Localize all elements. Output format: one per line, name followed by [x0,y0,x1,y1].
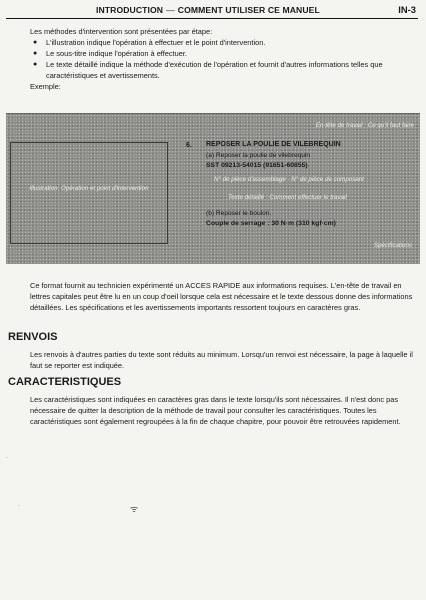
bullet-icon: ● [33,61,38,68]
torque-spec: Couple de serrage : 30 N·m (310 kgf·cm) [206,220,336,227]
step-title: REPOSER LA POULIE DE VILEBREQUIN [206,141,341,148]
header-title [96,5,320,15]
summary-text: Ce format fournit au technicien expérimenté un ACCES RAPIDE aux informations requises. L'en-tête de travail en lettres capitales peut être lu en un coup d'oeil lorsque cela est nécessaire et le texte dessous donne des informations détaillées. Les spécifications et les avertissements importants ressortent toujours en caractères gras. [30,281,413,312]
bullet-icon: ● [33,50,38,57]
scan-speck: · [18,503,20,509]
caracteristiques-text: Les caractéristiques sont indiquées en caractères gras dans le texte lorsqu'ils sont nécessaires. Il n'est donc pas nécessaire de quitter la description de la méthode de travail pour consulter les caractéristiques. Toutes les caractéristiques sont également regroupées à la fin de chaque chapitre, pour pouvoir être retrouvées rapidement. [30,395,401,426]
callout-part-numbers: N° de pièce d'assemblage · N° de pièce de composant [214,176,364,183]
illustration-caption: Illustration: Opération et point d'intervention [29,185,149,192]
step-substep-a: (a) Reposer la poulie de vilebrequin [206,152,311,159]
callout-specifications: Spécifications [373,242,412,249]
list-item-text: Le texte détaillé indique la méthode d'exécution de l'opération et fournit d'autres informations telles que caractéristiques et avertissements. [46,60,383,80]
list-item [32,48,418,59]
step-presentation-list [32,37,418,81]
callout-work-title: En-tête de travail : Ce qu'il faut faire [315,122,414,129]
list-item-text: Le sous-titre indique l'opération à effectuer. [46,49,187,58]
step-number: 6. [186,142,192,149]
list-item [32,59,418,81]
renvois-text: Les renvois à d'autres parties du texte sont réduits au minimum. Lorsqu'un renvoi est nécessaire, la page à laquelle il faut se reporter est indiquée. [30,350,413,370]
example-figure [6,113,420,264]
header-section: INTRODUCTION [96,5,164,15]
illustration-box [10,142,168,244]
step-substep-b: (b) Reposer le boulon. [206,210,272,217]
callout-detailed-text: Texte détaillé : Comment effectuer le travail [228,194,347,201]
page-number: IN-3 [398,4,416,15]
page-header [6,6,418,19]
header-separator: — [166,5,175,15]
scan-speck: · [6,455,8,461]
bullet-icon: ● [33,39,38,46]
scan-speck: ᯤ [130,504,139,514]
intro-text: Les méthodes d'intervention sont présentées par étape: [30,27,213,36]
section-title-caracteristiques: CARACTERISTIQUES [8,376,122,388]
example-label: Exemple: [30,82,61,91]
section-title-renvois: RENVOIS [8,331,58,343]
list-item [32,37,418,48]
special-tool: SST 09213-54015 (91651-60855) [206,162,308,169]
header-subtitle: COMMENT UTILISER CE MANUEL [177,5,320,15]
list-item-text: L'illustration indique l'opération à effectuer et le point d'intervention. [46,38,266,47]
